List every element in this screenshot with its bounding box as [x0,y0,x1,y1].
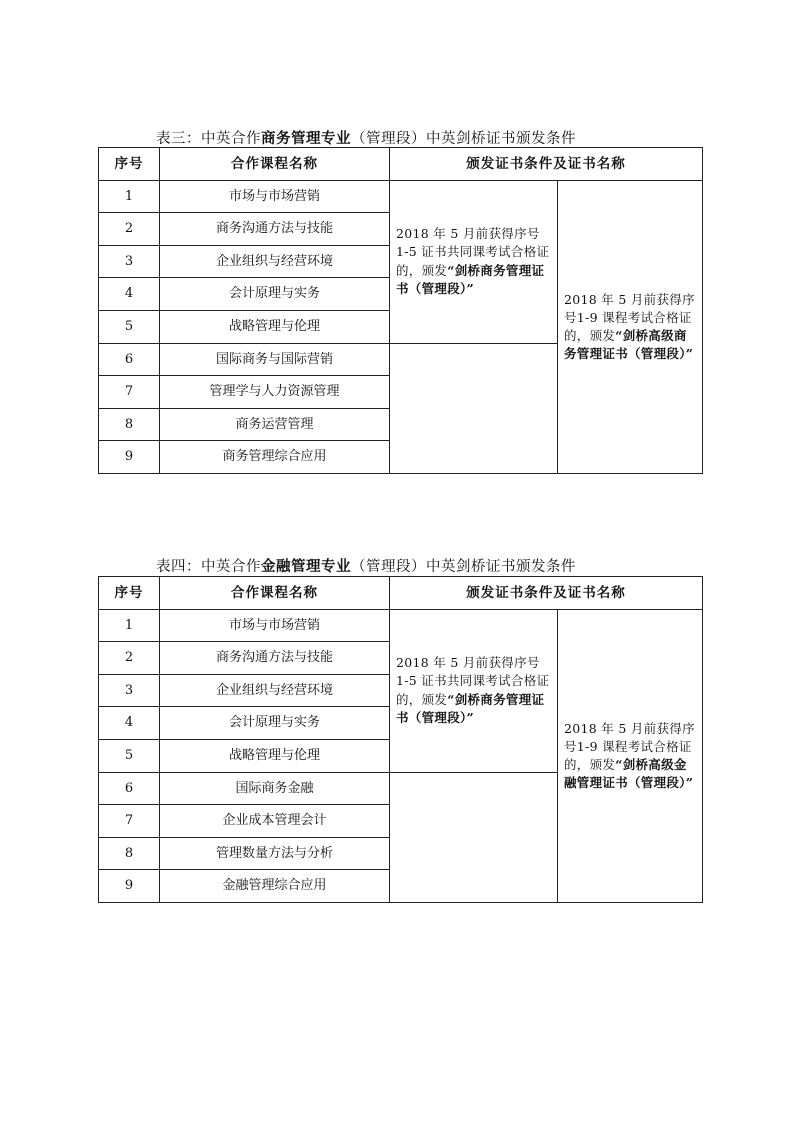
table4-header-course: 合作课程名称 [160,577,390,610]
row-number: 1 [99,609,160,642]
row-number: 9 [99,870,160,903]
row-number: 6 [99,772,160,805]
course-name: 商务沟通方法与技能 [160,213,390,246]
table3-caption [156,127,576,148]
table4-condition-basic [390,609,558,772]
row-number: 5 [99,739,160,772]
table4-condition-advanced [558,609,703,902]
table-row [99,180,703,213]
table3-condition-advanced [558,180,703,473]
row-number: 7 [99,376,160,409]
table3-caption-suffix: （管理段）中英剑桥证书颁发条件 [351,131,576,147]
course-name: 市场与市场营销 [160,180,390,213]
row-number: 3 [99,245,160,278]
condition-text: 2018 年 5 月前获得序号1-5 证书共同课考试合格证的，颁发 [396,655,550,707]
table3-caption-major: 商务管理专业 [261,130,351,147]
course-name: 国际商务金融 [160,772,390,805]
table3-condition-basic [390,180,558,343]
row-number: 4 [99,707,160,740]
certificate-name: “剑桥高级金融管理证书（管理段）” [564,756,694,790]
row-number: 7 [99,805,160,838]
table4-caption [156,555,576,576]
course-name: 企业组织与经营环境 [160,674,390,707]
course-name: 管理数量方法与分析 [160,837,390,870]
course-name: 商务管理综合应用 [160,441,390,474]
table3-caption-prefix: 表三：中英合作 [156,131,261,147]
row-number: 2 [99,642,160,675]
table3-header-seq: 序号 [99,148,160,181]
row-number: 2 [99,213,160,246]
table3 [98,147,703,474]
table4-caption-prefix: 表四：中英合作 [156,559,261,575]
row-number: 9 [99,441,160,474]
row-number: 3 [99,674,160,707]
course-name: 国际商务与国际营销 [160,343,390,376]
course-name: 战略管理与伦理 [160,739,390,772]
row-number: 8 [99,408,160,441]
course-name: 管理学与人力资源管理 [160,376,390,409]
condition-text: 2018 年 5 月前获得序号1-9 课程考试合格证的，颁发 [564,720,695,772]
condition-text: 2018 年 5 月前获得序号1-5 证书共同课考试合格证的，颁发 [396,226,550,278]
row-number: 1 [99,180,160,213]
certificate-name: “剑桥高级商务管理证书（管理段）” [564,327,694,361]
row-number: 4 [99,278,160,311]
table4-caption-suffix: （管理段）中英剑桥证书颁发条件 [351,559,576,575]
certificate-name: “剑桥商务管理证书（管理段）” [396,691,545,725]
table4 [98,576,703,903]
course-name: 企业成本管理会计 [160,805,390,838]
table3-empty-cell [390,343,558,473]
course-name: 金融管理综合应用 [160,870,390,903]
course-name: 市场与市场营销 [160,609,390,642]
course-name: 战略管理与伦理 [160,310,390,343]
course-name: 企业组织与经营环境 [160,245,390,278]
row-number: 8 [99,837,160,870]
row-number: 6 [99,343,160,376]
certificate-name: “剑桥商务管理证书（管理段）” [396,262,545,296]
course-name: 商务沟通方法与技能 [160,642,390,675]
condition-text: 2018 年 5 月前获得序号1-9 课程考试合格证的，颁发 [564,291,695,343]
course-name: 会计原理与实务 [160,278,390,311]
course-name: 会计原理与实务 [160,707,390,740]
table3-header-condition: 颁发证书条件及证书名称 [390,148,703,181]
table4-header-seq: 序号 [99,577,160,610]
course-name: 商务运营管理 [160,408,390,441]
table3-header-course: 合作课程名称 [160,148,390,181]
table4-empty-cell [390,772,558,902]
row-number: 5 [99,310,160,343]
table-row [99,609,703,642]
table4-header-condition: 颁发证书条件及证书名称 [390,577,703,610]
table4-caption-major: 金融管理专业 [261,558,351,575]
